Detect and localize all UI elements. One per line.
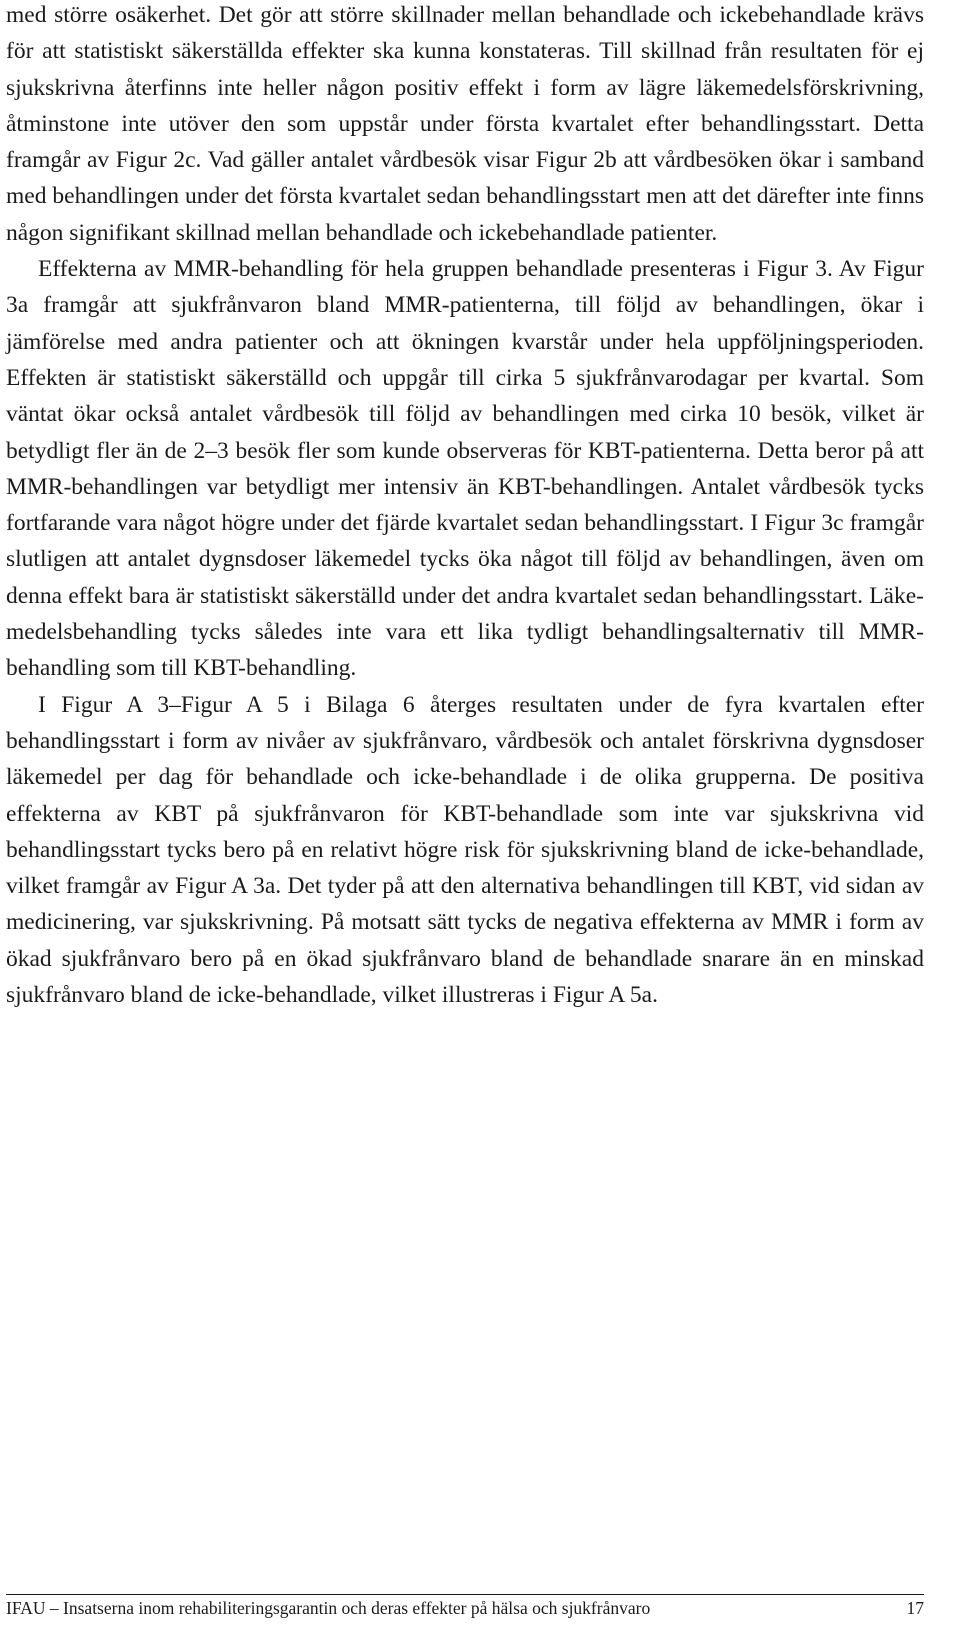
page-number: 17 <box>906 1598 924 1618</box>
page-body <box>6 0 924 1013</box>
running-title: IFAU – Insatserna inom rehabiliteringsgarantin och deras effekter på hälsa och sjukfrånvaro <box>6 1598 651 1618</box>
body-paragraph: I Figur A 3–Figur A 5 i Bilaga 6 återges resultaten under de fyra kvartalen efter behandlingsstart i form av nivåer av sjukfrånvaro, vårdbesök och antalet förskrivna dygnsdoser läkemedel per dag för behandlade och icke-behandlade i de olika grupperna. De positiva effekterna av KBT på sjukfrånvaron för KBT-behandlade som inte var sjukskrivna vid behandlingsstart tycks bero på en relativt högre risk för sjukskrivning bland de icke-behandlade, vilket framgår av Figur A 3a. Det tyder på att den alternativa behandlingen till KBT, vid sidan av medicinering, var sjukskrivning. På motsatt sätt tycks de negativa effekterna av MMR i form av ökad sjukfrånvaro bero på en ökad sjukfrånvaro bland de behandlade snarare än en minskad sjukfrånvaro bland de icke-behandlade, vilket illustreras i Figur A 5a. <box>6 691 924 1009</box>
body-paragraph: Effekterna av MMR-behandling för hela gruppen behandlade presenteras i Figur 3. Av Figur 3a framgår att sjukfrånvaron bland MMR-patienterna, till följd av behandlingen, ökar i jämförelse med andra patienter och att ökningen kvarstår under hela uppföljningsperioden. Effekten är statistiskt säkerställd och uppgår till cirka 5 sjukfrånvarodagar per kvartal. Som väntat ökar också antalet vårdbesök till följd av behandlingen med cirka 10 besök, vilket är betydligt fler än de 2–3 besök fler som kunde observeras för KBT-patienterna. Detta beror på att MMR-behandlingen var betydligt mer intensiv än KBT-behandlingen. Antalet vårdbesök tycks fortfarande vara något högre under det fjärde kvartalet sedan behandlingsstart. I Figur 3c framgår slutligen att antalet dygnsdoser läkemedel tycks öka något till följd av behandlingen, även om denna effekt bara är statistiskt säkerställd under det andra kvartalet sedan behandlingsstart. Läkemedelsbehandling tycks således inte vara ett lika tydligt behandlingsalternativ till MMR-behandling som till KBT-behandling. <box>6 256 924 682</box>
page-footer <box>6 1594 924 1619</box>
body-paragraph: med större osäkerhet. Det gör att större skillnader mellan behandlade och ickebehandlade krävs för att statistiskt säkerställda effekter ska kunna konstateras. Till skillnad från resultaten för ej sjukskrivna återfinns inte heller någon positiv effekt i form av lägre läkemedelsförskrivning, åtminstone inte utöver den som uppstår under första kvartalet efter behandlingsstart. Detta framgår av Figur 2c. Vad gäller antalet vårdbesök visar Figur 2b att vårdbesöken ökar i samband med behandlingen under det första kvartalet sedan behandlingsstart men att det därefter inte finns någon signifikant skillnad mellan behandlade och ickebehandlade patienter. <box>6 2 924 246</box>
